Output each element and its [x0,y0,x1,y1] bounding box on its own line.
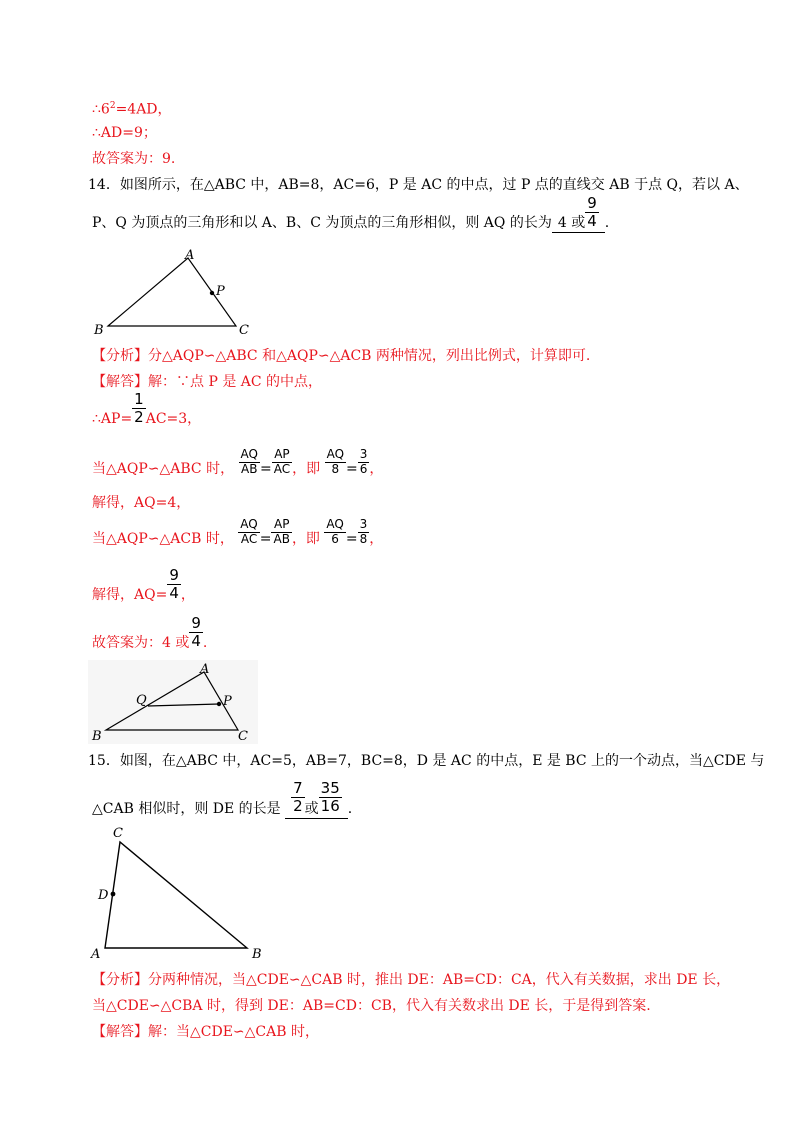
fig3-label-c: C [113,826,123,841]
fig2-label-p: P [223,694,232,709]
prev-line-3: 故答案为：9. [92,151,176,167]
fig3-label-b: B [252,947,262,962]
q14-analysis: 【分析】分△AQP∽△ABC 和△AQP∽△ACB 两种情况，列出比例式，计算即可. [92,348,591,364]
q14-step-5: 解得，AQ= $\frac{9}{4}$ ， [92,566,195,603]
q15-stem-line-2: △CAB 相似时，则 DE 的长是 $\frac{7}{2}$ 或 $\frac{35}{16}$ . [92,779,353,817]
q14-stem-line-1: 14．如图所示，在△ABC 中，AB=8，AC=6，P 是 AC 的中点，过 P 点的直线交 AB 于点 Q，若以 A、 [88,177,749,193]
q14-step-4: 当△AQP∽△ACB 时， $\frac{AQ}{AC}$ = $\frac{AP}{AB}$ ，即 $\frac{AQ}{6}$ = $\frac{3}{8}$ ， [92,517,384,547]
q15-stem-line-1: 15．如图，在△ABC 中，AC=5，AB=7，BC=8，D 是 AC 的中点，E 是 BC 上的一个动点，当△CDE 与 [88,753,765,769]
fig2-label-a: A [200,662,210,677]
q14-solution-head: 【解答】解：∵点 P 是 AC 的中点， [92,374,323,390]
fig3-label-a: A [91,947,101,962]
fig1-label-c: C [239,323,249,338]
prev-line-2: ∴AD=9； [92,125,157,141]
q14-step-3: 解得，AQ=4， [92,495,191,511]
fig1-label-p: P [216,284,225,299]
q15-analysis-line-1: 【分析】分两种情况，当△CDE∽△CAB 时，推出 DE：AB=CD：CA，代入有关数据，求出 DE 长， [92,972,731,988]
q15-analysis-line-2: 当△CDE∽△CBA 时，得到 DE：AB=CD：CB，代入有关数求出 DE 长，于是得到答案. [92,998,651,1014]
prev-line-1: $\therefore 6^2=4AD$， [92,101,172,118]
fig2-label-c: C [238,729,248,744]
fig3-label-d: D [98,888,109,903]
q14-triangle-figure [88,248,258,340]
fig1-label-b: B [94,323,104,338]
q15-triangle-figure [88,822,268,962]
q15-answer-blank: $\frac{7}{2}$ 或 $\frac{35}{16}$ [285,800,348,819]
q15-solution-head: 【解答】解：当△CDE∽△CAB 时， [92,1024,319,1040]
q14-answer-blank: 4 或 $\frac{9}{4}$ [552,214,605,233]
q14-step-1: ∴AP= $\frac{1}{2}$ AC=3， [92,390,202,427]
q14-step-2: 当△AQP∽△ABC 时， $\frac{AQ}{AB}$ = $\frac{AP}{AC}$ ，即 $\frac{AQ}{8}$ = $\frac{3}{6}$ ， [92,447,384,477]
q14-solution-figure [88,660,258,744]
q14-step-6: 故答案为：4 或 $\frac{9}{4}$ . [92,614,208,651]
fig2-label-b: B [92,729,102,744]
fig2-label-q: Q [136,693,147,708]
q14-stem-line-2: P、Q 为顶点的三角形和以 A、B、C 为顶点的三角形相似，则 AQ 的长为 4 或 $\frac{9}{4}$ . [92,194,610,231]
fig1-label-a: A [185,248,195,263]
